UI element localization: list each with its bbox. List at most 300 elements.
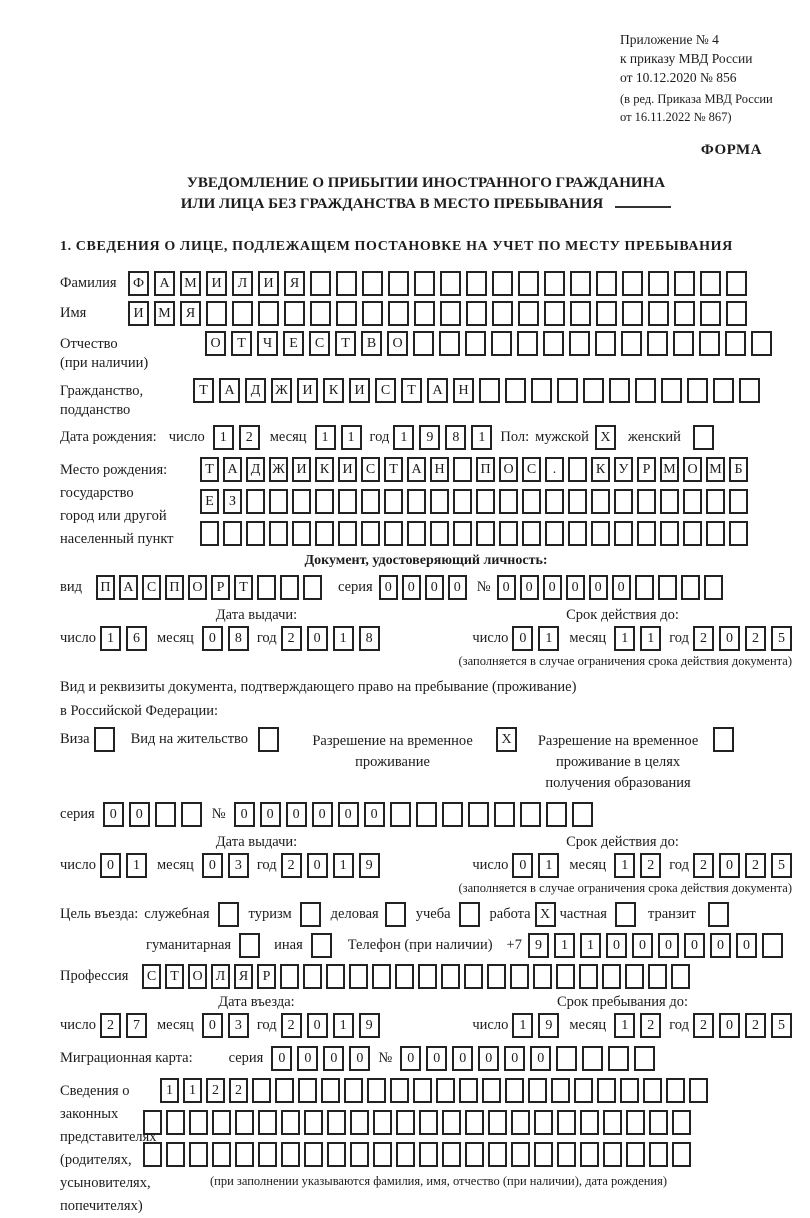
char-cell: Я bbox=[180, 301, 201, 326]
char-cell bbox=[602, 964, 621, 989]
char-cell: П bbox=[165, 575, 184, 600]
char-cell: А bbox=[427, 378, 448, 403]
char-cell bbox=[673, 331, 694, 356]
char-cell: 1 bbox=[160, 1078, 179, 1103]
birth-place-row1-cells bbox=[200, 457, 792, 482]
char-cell: И bbox=[338, 457, 357, 482]
char-cell: 2 bbox=[281, 1013, 302, 1038]
char-cell bbox=[591, 521, 610, 546]
char-cell: 5 bbox=[771, 1013, 792, 1038]
sex-male-checkbox bbox=[595, 425, 616, 450]
residence-doc-options bbox=[60, 727, 792, 794]
char-cell: 0 bbox=[736, 933, 757, 958]
issue-year-cells bbox=[281, 626, 380, 651]
char-cell bbox=[583, 378, 604, 403]
representatives-block bbox=[60, 1078, 792, 1216]
char-cell bbox=[303, 964, 322, 989]
form-title bbox=[60, 173, 792, 215]
entry-year-cells bbox=[281, 1013, 380, 1038]
char-cell bbox=[465, 1110, 484, 1135]
appendix-line: к приказу МВД России bbox=[620, 51, 753, 66]
birth-place-row3-cells bbox=[200, 521, 792, 546]
residence-series-row bbox=[60, 802, 792, 827]
char-cell bbox=[281, 1110, 300, 1135]
char-cell bbox=[200, 521, 219, 546]
char-cell bbox=[252, 1078, 271, 1103]
char-cell: С bbox=[361, 457, 380, 482]
char-cell bbox=[683, 521, 702, 546]
char-cell: 0 bbox=[719, 626, 740, 651]
char-cell bbox=[699, 331, 720, 356]
char-cell: И bbox=[349, 378, 370, 403]
char-cell bbox=[442, 1110, 461, 1135]
representatives-row3-cells bbox=[143, 1142, 792, 1167]
char-cell bbox=[189, 1110, 208, 1135]
entry-month-cells bbox=[202, 1013, 249, 1038]
char-cell bbox=[326, 964, 345, 989]
char-cell bbox=[614, 521, 633, 546]
char-cell bbox=[390, 1078, 409, 1103]
residence-issue-date: число 0 1 месяц 0 3 год 2 0 1 9 bbox=[60, 853, 380, 878]
char-cell bbox=[674, 271, 695, 296]
char-cell: 0 bbox=[719, 853, 740, 878]
char-cell bbox=[482, 1078, 501, 1103]
purpose-tourism-checkbox bbox=[300, 902, 321, 927]
char-cell: Т bbox=[234, 575, 253, 600]
migration-series-cells bbox=[271, 1046, 370, 1071]
char-cell bbox=[269, 489, 288, 514]
char-cell: Е bbox=[200, 489, 219, 514]
char-cell bbox=[440, 271, 461, 296]
char-cell: С bbox=[142, 964, 161, 989]
char-cell bbox=[344, 1078, 363, 1103]
char-cell: 6 bbox=[126, 626, 147, 651]
char-cell bbox=[388, 301, 409, 326]
profession-label: Профессия bbox=[60, 968, 129, 984]
char-cell bbox=[155, 802, 176, 827]
char-cell bbox=[488, 1142, 507, 1167]
char-cell bbox=[546, 802, 567, 827]
char-cell: У bbox=[614, 457, 633, 482]
char-cell bbox=[459, 1078, 478, 1103]
char-cell bbox=[465, 1142, 484, 1167]
residence-expiry-year-cells bbox=[693, 853, 792, 878]
char-cell bbox=[706, 521, 725, 546]
patronymic-cells bbox=[205, 331, 772, 356]
doc-number-label: № bbox=[476, 579, 491, 595]
entry-date: число 2 7 месяц 0 3 год 2 0 1 9 bbox=[60, 1013, 380, 1038]
char-cell bbox=[310, 271, 331, 296]
forma-label: ФОРМА bbox=[700, 142, 762, 158]
char-cell: 2 bbox=[281, 626, 302, 651]
char-cell: Ф bbox=[128, 271, 149, 296]
char-cell bbox=[206, 301, 227, 326]
char-cell: 1 bbox=[333, 626, 354, 651]
char-cell bbox=[466, 301, 487, 326]
identity-dates-row bbox=[60, 626, 792, 651]
char-cell: X bbox=[595, 425, 616, 450]
given-name-row bbox=[60, 301, 792, 326]
char-cell: X bbox=[535, 902, 556, 927]
char-cell: 0 bbox=[520, 575, 539, 600]
char-cell: З bbox=[223, 489, 242, 514]
surname-label: Фамилия bbox=[60, 275, 117, 291]
char-cell: И bbox=[297, 378, 318, 403]
char-cell: 0 bbox=[297, 1046, 318, 1071]
char-cell bbox=[648, 271, 669, 296]
purpose-commercial-checkbox bbox=[385, 902, 406, 927]
char-cell: 0 bbox=[400, 1046, 421, 1071]
visa-checkbox bbox=[94, 727, 115, 752]
char-cell: 0 bbox=[612, 575, 631, 600]
char-cell bbox=[518, 301, 539, 326]
char-cell bbox=[439, 331, 460, 356]
char-cell: Я bbox=[284, 271, 305, 296]
char-cell bbox=[704, 575, 723, 600]
char-cell: 2 bbox=[281, 853, 302, 878]
char-cell bbox=[94, 727, 115, 752]
char-cell: А bbox=[223, 457, 242, 482]
char-cell bbox=[476, 489, 495, 514]
char-cell bbox=[362, 271, 383, 296]
char-cell bbox=[373, 1110, 392, 1135]
char-cell: И bbox=[206, 271, 227, 296]
char-cell: М bbox=[706, 457, 725, 482]
purpose-private-checkbox bbox=[615, 902, 636, 927]
char-cell: 2 bbox=[745, 626, 766, 651]
char-cell bbox=[430, 489, 449, 514]
char-cell: А bbox=[119, 575, 138, 600]
char-cell: 8 bbox=[445, 425, 466, 450]
char-cell bbox=[658, 575, 677, 600]
issue-month-cells bbox=[202, 626, 249, 651]
char-cell: 1 bbox=[554, 933, 575, 958]
residence-issue-month-cells bbox=[202, 853, 249, 878]
appendix-reference bbox=[620, 30, 810, 126]
char-cell bbox=[649, 1110, 668, 1135]
entry-dates-heads bbox=[60, 994, 792, 1011]
char-cell bbox=[568, 521, 587, 546]
char-cell bbox=[568, 457, 587, 482]
char-cell bbox=[557, 1110, 576, 1135]
char-cell bbox=[762, 933, 783, 958]
sex-male-label: мужской bbox=[535, 429, 589, 445]
residence-series-label: серия bbox=[60, 806, 95, 822]
char-cell bbox=[647, 331, 668, 356]
char-cell bbox=[499, 521, 518, 546]
char-cell bbox=[545, 521, 564, 546]
day-label: число bbox=[168, 429, 205, 445]
char-cell: 1 bbox=[512, 1013, 533, 1038]
char-cell: О bbox=[387, 331, 408, 356]
char-cell: X bbox=[496, 727, 517, 752]
char-cell bbox=[751, 331, 772, 356]
char-cell bbox=[468, 802, 489, 827]
char-cell: 0 bbox=[606, 933, 627, 958]
char-cell: Т bbox=[231, 331, 252, 356]
residence-issue-day-cells bbox=[100, 853, 147, 878]
char-cell bbox=[672, 1110, 691, 1135]
birth-place-rows bbox=[200, 457, 792, 546]
char-cell bbox=[582, 1046, 603, 1071]
char-cell: Н bbox=[453, 378, 474, 403]
char-cell bbox=[649, 1142, 668, 1167]
char-cell: Т bbox=[200, 457, 219, 482]
profession-cells bbox=[142, 964, 694, 989]
char-cell bbox=[413, 331, 434, 356]
section1-heading: 1. СВЕДЕНИЯ О ЛИЦЕ, ПОДЛЕЖАЩЕМ ПОСТАНОВКЕ НА УЧЕТ ПО МЕСТУ ПРЕБЫВАНИЯ bbox=[60, 239, 733, 254]
char-cell bbox=[280, 964, 299, 989]
citizenship-label: Гражданство, подданство bbox=[60, 383, 144, 418]
identity-issue-date: число 1 6 месяц 0 8 год 2 0 1 8 bbox=[60, 626, 380, 651]
doc-type-cells bbox=[96, 575, 326, 600]
char-cell: 0 bbox=[478, 1046, 499, 1071]
char-cell: П bbox=[476, 457, 495, 482]
char-cell bbox=[568, 489, 587, 514]
char-cell bbox=[580, 1142, 599, 1167]
char-cell bbox=[544, 301, 565, 326]
char-cell bbox=[453, 457, 472, 482]
char-cell: 0 bbox=[312, 802, 333, 827]
char-cell bbox=[505, 1078, 524, 1103]
birth-year-cells bbox=[393, 425, 492, 450]
char-cell bbox=[661, 378, 682, 403]
birth-place-block bbox=[60, 457, 792, 546]
char-cell bbox=[218, 902, 239, 927]
char-cell bbox=[726, 271, 747, 296]
char-cell bbox=[300, 902, 321, 927]
char-cell: 9 bbox=[419, 425, 440, 450]
char-cell bbox=[384, 489, 403, 514]
char-cell bbox=[533, 964, 552, 989]
char-cell: О bbox=[188, 575, 207, 600]
char-cell: 9 bbox=[538, 1013, 559, 1038]
identity-expiry-heading: Срок действия до: bbox=[566, 607, 679, 623]
char-cell: 3 bbox=[228, 853, 249, 878]
appendix-line: Приложение № 4 bbox=[620, 32, 719, 47]
residence-expiry-heading: Срок действия до: bbox=[566, 834, 679, 850]
char-cell bbox=[258, 1110, 277, 1135]
char-cell bbox=[596, 301, 617, 326]
char-cell: 0 bbox=[504, 1046, 525, 1071]
birth-place-labels: Место рождения: государство город или другой населенный пункт bbox=[60, 462, 174, 547]
surname-row bbox=[60, 271, 792, 296]
char-cell bbox=[440, 301, 461, 326]
option-temp-residence: Разрешение на временное проживание X bbox=[295, 727, 517, 773]
char-cell: Ч bbox=[257, 331, 278, 356]
char-cell: Р bbox=[637, 457, 656, 482]
residence-dates-heads bbox=[60, 834, 792, 851]
patronymic-row bbox=[60, 331, 792, 373]
form-title-line1: УВЕДОМЛЕНИЕ О ПРИБЫТИИ ИНОСТРАННОГО ГРАЖДАНИНА bbox=[186, 175, 666, 191]
char-cell bbox=[166, 1142, 185, 1167]
char-cell bbox=[487, 964, 506, 989]
char-cell bbox=[693, 425, 714, 450]
char-cell: 1 bbox=[393, 425, 414, 450]
char-cell: 2 bbox=[745, 853, 766, 878]
char-cell: 0 bbox=[566, 575, 585, 600]
char-cell bbox=[626, 1142, 645, 1167]
doc-series-cells bbox=[379, 575, 471, 600]
char-cell bbox=[687, 378, 708, 403]
char-cell: 2 bbox=[693, 1013, 714, 1038]
char-cell bbox=[372, 964, 391, 989]
char-cell bbox=[672, 1142, 691, 1167]
phone-cells bbox=[528, 933, 783, 958]
char-cell: 8 bbox=[228, 626, 249, 651]
residence-expiry-date: число 0 1 месяц 1 2 год 2 0 2 5 bbox=[472, 853, 792, 878]
char-cell bbox=[531, 378, 552, 403]
char-cell bbox=[595, 331, 616, 356]
char-cell bbox=[637, 521, 656, 546]
char-cell: 5 bbox=[771, 853, 792, 878]
char-cell bbox=[430, 521, 449, 546]
char-cell bbox=[246, 521, 265, 546]
char-cell: 0 bbox=[402, 575, 421, 600]
char-cell: 0 bbox=[323, 1046, 344, 1071]
residence-expiry-note: (заполняется в случае ограничения срока действия документа) bbox=[458, 881, 792, 895]
title-blank-underline bbox=[615, 194, 671, 208]
char-cell: С bbox=[309, 331, 330, 356]
char-cell: О bbox=[683, 457, 702, 482]
char-cell: 5 bbox=[771, 626, 792, 651]
char-cell: Е bbox=[283, 331, 304, 356]
char-cell bbox=[557, 378, 578, 403]
char-cell: 3 bbox=[228, 1013, 249, 1038]
char-cell bbox=[442, 1142, 461, 1167]
char-cell bbox=[574, 1078, 593, 1103]
char-cell bbox=[660, 521, 679, 546]
char-cell: 1 bbox=[538, 853, 559, 878]
char-cell: Т bbox=[165, 964, 184, 989]
stay-until-date: число 1 9 месяц 1 2 год 2 0 2 5 bbox=[472, 1013, 792, 1038]
entry-purpose-label: Цель въезда: bbox=[60, 906, 139, 922]
sex-female-checkbox bbox=[693, 425, 714, 450]
char-cell bbox=[442, 802, 463, 827]
residence-number-label: № bbox=[211, 806, 226, 822]
migration-card-row bbox=[60, 1046, 792, 1071]
identity-dates-heads bbox=[60, 607, 792, 624]
char-cell: 8 bbox=[359, 626, 380, 651]
char-cell bbox=[543, 331, 564, 356]
char-cell bbox=[570, 301, 591, 326]
char-cell bbox=[327, 1110, 346, 1135]
char-cell bbox=[706, 489, 725, 514]
char-cell: 1 bbox=[538, 626, 559, 651]
migration-series-label: серия bbox=[228, 1050, 264, 1066]
purpose-study-checkbox bbox=[459, 902, 480, 927]
identity-expiry-note: (заполняется в случае ограничения срока действия документа) bbox=[458, 654, 792, 668]
char-cell: 0 bbox=[260, 802, 281, 827]
char-cell bbox=[361, 521, 380, 546]
char-cell: А bbox=[154, 271, 175, 296]
birth-day-cells bbox=[213, 425, 260, 450]
char-cell: 0 bbox=[426, 1046, 447, 1071]
char-cell: 0 bbox=[307, 853, 328, 878]
char-cell: 1 bbox=[614, 626, 635, 651]
char-cell: 2 bbox=[100, 1013, 121, 1038]
birth-date-row bbox=[60, 425, 792, 450]
char-cell: С bbox=[522, 457, 541, 482]
char-cell bbox=[635, 378, 656, 403]
char-cell bbox=[648, 301, 669, 326]
char-cell bbox=[362, 301, 383, 326]
char-cell: М bbox=[660, 457, 679, 482]
char-cell: Н bbox=[430, 457, 449, 482]
char-cell bbox=[488, 1110, 507, 1135]
identity-doc-row bbox=[60, 575, 792, 600]
char-cell bbox=[464, 964, 483, 989]
char-cell: 0 bbox=[234, 802, 255, 827]
char-cell bbox=[494, 802, 515, 827]
purpose-second-row: гуманитарная иная Телефон (при наличии) +7 9 1 1 0 0 0 0 0 0 bbox=[146, 933, 792, 958]
char-cell bbox=[465, 331, 486, 356]
purpose-other-checkbox bbox=[311, 933, 332, 958]
char-cell bbox=[441, 964, 460, 989]
char-cell bbox=[258, 1142, 277, 1167]
char-cell: 0 bbox=[710, 933, 731, 958]
char-cell bbox=[336, 301, 357, 326]
char-cell: С bbox=[142, 575, 161, 600]
representatives-row2-cells bbox=[143, 1110, 792, 1135]
char-cell: 0 bbox=[129, 802, 150, 827]
char-cell: 1 bbox=[183, 1078, 202, 1103]
char-cell bbox=[413, 1078, 432, 1103]
char-cell bbox=[284, 301, 305, 326]
char-cell: 2 bbox=[693, 626, 714, 651]
char-cell: 1 bbox=[213, 425, 234, 450]
birth-month-cells bbox=[315, 425, 362, 450]
char-cell bbox=[603, 1110, 622, 1135]
char-cell bbox=[643, 1078, 662, 1103]
char-cell: 1 bbox=[315, 425, 336, 450]
issue-day-cells bbox=[100, 626, 147, 651]
char-cell bbox=[223, 521, 242, 546]
char-cell: 1 bbox=[614, 853, 635, 878]
char-cell bbox=[544, 271, 565, 296]
char-cell: 0 bbox=[364, 802, 385, 827]
char-cell: 0 bbox=[202, 626, 223, 651]
char-cell bbox=[622, 271, 643, 296]
char-cell: 0 bbox=[452, 1046, 473, 1071]
char-cell bbox=[350, 1110, 369, 1135]
char-cell bbox=[453, 521, 472, 546]
char-cell bbox=[689, 1078, 708, 1103]
char-cell bbox=[466, 271, 487, 296]
expiry-day-cells bbox=[512, 626, 559, 651]
char-cell bbox=[528, 1078, 547, 1103]
char-cell bbox=[181, 802, 202, 827]
char-cell bbox=[518, 271, 539, 296]
phone-label: Телефон (при наличии) bbox=[347, 937, 493, 953]
char-cell: 0 bbox=[307, 1013, 328, 1038]
option-residence-permit: Вид на жительство bbox=[131, 727, 279, 752]
char-cell bbox=[304, 1110, 323, 1135]
char-cell: Т bbox=[335, 331, 356, 356]
char-cell bbox=[557, 1142, 576, 1167]
char-cell bbox=[338, 489, 357, 514]
surname-cells bbox=[128, 271, 747, 296]
char-cell: 1 bbox=[341, 425, 362, 450]
char-cell: 0 bbox=[100, 853, 121, 878]
char-cell: Ж bbox=[269, 457, 288, 482]
char-cell bbox=[596, 271, 617, 296]
char-cell: 0 bbox=[543, 575, 562, 600]
char-cell: М bbox=[154, 301, 175, 326]
char-cell: Л bbox=[211, 964, 230, 989]
char-cell bbox=[637, 489, 656, 514]
char-cell: 9 bbox=[528, 933, 549, 958]
